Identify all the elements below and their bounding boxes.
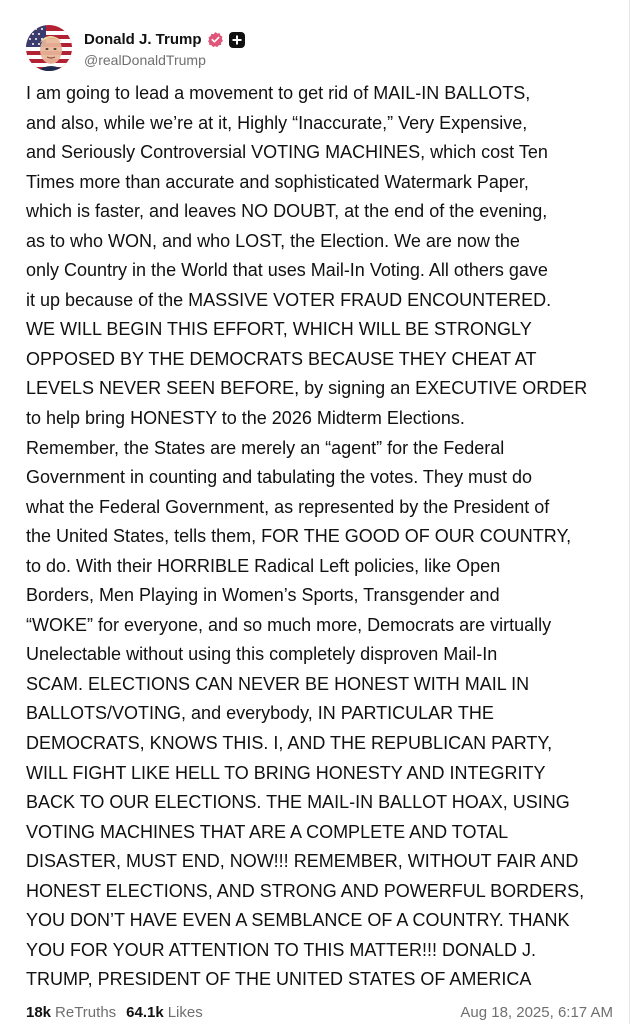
retruths-label: ReTruths (55, 1003, 117, 1021)
post-timestamp[interactable]: Aug 18, 2025, 6:17 AM (460, 1003, 613, 1021)
avatar[interactable] (26, 25, 72, 71)
retruths-stat[interactable] (26, 1004, 116, 1021)
retruths-count: 18k (26, 1003, 52, 1021)
author-display-name[interactable]: Donald J. Trump (84, 31, 202, 48)
post-header (26, 24, 245, 72)
verified-badge-icon (207, 31, 224, 48)
likes-count: 64.1k (126, 1003, 164, 1021)
post-body-text: I am going to lead a movement to get rid of MAIL-IN BALLOTS, and also, while we’re at it, Highly “Inaccurate,” Very Expensive, and Seriously Controversial VOTING MACHINES, which cost Ten Times more than accurate and sophisticated Watermark Paper, which is faster, and leaves NO DOUBT, at the end of the evening, as to who WON, and who LOST, the Election. We are now the only Country in the World that uses Mail-In Voting. All others gave it up because of the MASSIVE VOTER FRAUD ENCOUNTERED. WE WILL BEGIN THIS EFFORT, WHICH WILL BE STRONGLY OPPOSED BY THE DEMOCRATS BECAUSE THEY CHEAT AT LEVELS NEVER SEEN BEFORE, by signing an EXECUTIVE ORDER to help bring HONESTY to the 2026 Midterm Elections. Remember, the States are merely an “agent” for the Federal Government in counting and tabulating the votes. They must do what the Federal Government, as represented by the President of the United States, tells them, FOR THE GOOD OF OUR COUNTRY, to do. With their HORRIBLE Radical Left policies, like Open Borders, Men Playing in Women’s Sports, Transgender and “WOKE” for everyone, and so much more, Democrats are virtually Unelectable without using this completely disproven Mail-In SCAM. ELECTIONS CAN NEVER BE HONEST WITH MAIL IN BALLOTS/VOTING, and everybody, IN PARTICULAR THE DEMOCRATS, KNOWS THIS. I, AND THE REPUBLICAN PARTY, WILL FIGHT LIKE HELL TO BRING HONESTY AND INTEGRITY BACK TO OUR ELECTIONS. THE MAIL-IN BALLOT HOAX, USING VOTING MACHINES THAT ARE A COMPLETE AND TOTAL DISASTER, MUST END, NOW!!! REMEMBER, WITHOUT FAIR AND HONEST ELECTIONS, AND STRONG AND POWERFUL BORDERS, YOU DON’T HAVE EVEN A SEMBLANCE OF A COUNTRY. THANK YOU FOR YOUR ATTENTION TO THIS MATTER!!! DONALD J. TRUMP, PRESIDENT OF THE UNITED STATES OF AMERICA (26, 83, 588, 990)
plus-badge-icon (229, 32, 245, 48)
likes-label: Likes (167, 1003, 203, 1021)
author-names (84, 29, 245, 68)
name-row (84, 29, 245, 51)
likes-stat[interactable] (126, 1004, 203, 1021)
avatar-portrait-flag-icon (26, 25, 72, 71)
author-handle[interactable]: @realDonaldTrump (84, 51, 206, 68)
post-footer (26, 1000, 613, 1024)
